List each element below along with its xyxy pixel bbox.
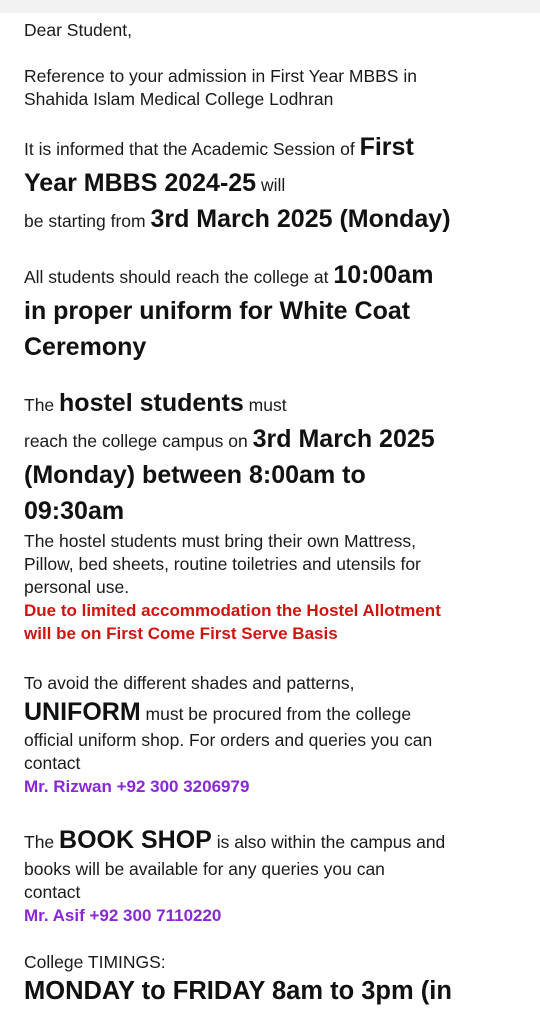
timings-label: College TIMINGS: [24,952,166,972]
hostel-body-1: The hostel students must bring their own Mattress, [24,531,416,551]
greeting-text: Dear Student, [24,20,132,40]
hostel-warning-2: will be on First Come First Serve Basis [24,624,338,643]
reach-text-1: All students should reach the college at [24,267,334,287]
reach-ceremony: Ceremony [24,333,147,361]
message-body [0,13,540,1012]
uniform-text-1: To avoid the different shades and patterns, [24,673,355,693]
hostel-text-1: The [24,395,60,415]
reach-paragraph [24,258,516,366]
uniform-text-3: official uniform shop. For orders and queries you can [24,730,433,750]
book-paragraph [24,823,516,858]
reference-line-1: Reference to your admission in First Year MBBS in [24,66,417,86]
hostel-paragraph [24,386,516,530]
uniform-contact-link[interactable]: Mr. Rizwan +92 300 3206979 [24,777,250,796]
hostel-body-2: Pillow, bed sheets, routine toiletries and utensils for [24,554,421,574]
timings-paragraph [24,974,516,1012]
session-text-2: will [256,175,286,195]
status-bar-strip [0,0,540,13]
hostel-end-time: 09:30am [24,497,125,525]
hostel-text-3: reach the college campus on [24,431,253,451]
session-text-1: It is informed that the Academic Session of [24,139,360,159]
session-first: First [359,133,414,161]
session-start-date: 3rd March 2025 (Monday) [150,205,451,233]
reference-line-2: Shahida Islam Medical College Lodhran [24,89,334,109]
uniform-paragraph [24,695,516,729]
book-text-2: is also within the campus and [211,832,446,852]
uniform-text-2: must be procured from the college [140,704,412,724]
hostel-students: hostel students [59,389,244,417]
session-year: Year MBBS 2024-25 [24,169,257,197]
hostel-body-3: personal use. [24,577,130,597]
hostel-warning-1: Due to limited accommodation the Hostel Allotment [24,601,441,620]
book-shop-heading: BOOK SHOP [59,826,212,854]
uniform-heading: UNIFORM [24,698,141,726]
reach-uniform-line: in proper uniform for White Coat [24,297,411,325]
uniform-text-4: contact [24,753,81,773]
reach-time: 10:00am [333,261,434,289]
session-paragraph [24,130,516,238]
book-contact-link[interactable]: Mr. Asif +92 300 7110220 [24,906,222,925]
book-text-1: The [24,832,60,852]
session-text-3: be starting from [24,211,151,231]
hostel-day-time: (Monday) between 8:00am to [24,461,366,489]
timings-days: MONDAY to FRIDAY 8am to 3pm (in [24,977,452,1005]
hostel-date: 3rd March 2025 [252,425,435,453]
hostel-text-2: must [243,395,287,415]
book-text-4: contact [24,882,81,902]
book-text-3: books will be available for any queries you can [24,859,385,879]
